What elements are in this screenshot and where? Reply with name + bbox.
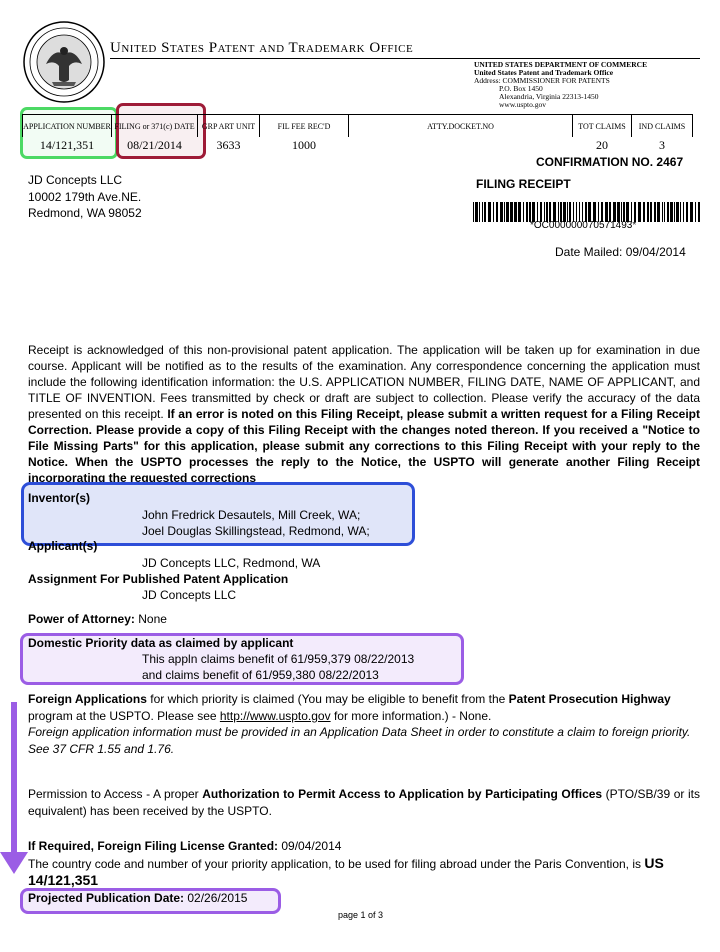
barcode-bar (576, 202, 577, 222)
header-application-number: APPLICATION NUMBER (23, 115, 112, 138)
address-line: Alexandria, Virginia 22313-1450 (499, 92, 599, 101)
barcode-bar (634, 202, 636, 222)
header-tot-claims: TOT CLAIMS (573, 115, 632, 138)
annotation-arrow (11, 702, 17, 854)
barcode-text: *OC000000070571493* (530, 220, 637, 231)
barcode-bar (479, 202, 480, 222)
barcode-bar (683, 202, 684, 222)
inventor-name: John Fredrick Desautels, Mill Creek, WA; (142, 508, 361, 522)
barcode-bar (523, 202, 524, 222)
uspto-link[interactable]: http://www.uspto.gov (219, 708, 331, 723)
fil-fee: 1000 (292, 138, 316, 152)
application-number: 14/121,351 (39, 138, 95, 152)
grp-art-unit: 3633 (216, 138, 241, 152)
barcode-bar (546, 202, 548, 222)
barcode-bar (475, 202, 478, 222)
barcode-bar (601, 202, 603, 222)
annotation-arrow-head (0, 852, 28, 874)
ind-claims: 3 (659, 138, 665, 152)
barcode-bar (667, 202, 669, 222)
applicant-address (28, 172, 142, 222)
barcode-bar (680, 202, 681, 222)
header-ind-claims: IND CLAIMS (632, 115, 693, 138)
barcode-bar (623, 202, 625, 222)
barcode-bar (544, 202, 545, 222)
barcode-bar (647, 202, 649, 222)
date-mailed: Date Mailed: 09/04/2014 (555, 245, 686, 259)
barcode-bar (664, 202, 665, 222)
barcode-bar (484, 202, 486, 222)
barcode-bar (553, 202, 556, 222)
projected-publication: Projected Publication Date: 02/26/2015 (28, 891, 248, 905)
barcode-bar (650, 202, 652, 222)
header-fil-fee: FIL FEE REC'D (260, 115, 349, 138)
barcode-bar (493, 202, 494, 222)
address-line: Redmond, WA 98052 (28, 206, 142, 220)
barcode-bar (613, 202, 616, 222)
barcode-bar (609, 202, 611, 222)
foreign-filing-license: If Required, Foreign Filing License Granted: 09/04/2014 The country code and number of your priority application, to be used for filing abroad under the Paris Convention, is US 14/121,351 (28, 839, 664, 888)
address-line: P.O. Box 1450 (499, 84, 543, 93)
barcode-bar (540, 202, 542, 222)
inventors-heading: Inventor(s) (28, 491, 91, 505)
barcode-bar (582, 202, 583, 222)
assignment-value: JD Concepts LLC (142, 588, 237, 602)
barcode-bar (638, 202, 641, 222)
barcode-bar (526, 202, 528, 222)
barcode-bar (558, 202, 559, 222)
inventor-name: Joel Douglas Skillingstead, Redmond, WA; (142, 524, 370, 538)
confirmation-number: CONFIRMATION NO. 2467 (536, 155, 684, 169)
barcode-bar (605, 202, 608, 222)
address-line: 10002 179th Ave.NE. (28, 189, 142, 204)
barcode-bar (569, 202, 571, 222)
barcode-bar (662, 202, 663, 222)
barcode-bar (643, 202, 645, 222)
header-atty-docket: ATTY.DOCKET.NO (349, 115, 573, 138)
barcode-bar (482, 202, 483, 222)
barcode-bar (518, 202, 521, 222)
barcode-bar (573, 202, 574, 222)
header-filing-date: FILING or 371(c) DATE (112, 115, 198, 138)
barcode-bar (560, 202, 562, 222)
domestic-priority-line: This appln claims benefit of 61/959,379 08/22/2013 (142, 652, 415, 666)
barcode-bar (621, 202, 622, 222)
department-name: UNITED STATES DEPARTMENT OF COMMERCE (474, 60, 648, 69)
department-address (474, 61, 647, 109)
barcode-bar (567, 202, 568, 222)
foreign-note: Foreign application information must be provided in an Application Data Sheet in order to constitute a claim to foreign priority. See 37 CFR 1.55 and 1.76. (28, 725, 691, 756)
filing-date: 08/21/2014 (127, 138, 182, 152)
barcode-bar (585, 202, 587, 222)
barcode-bar (626, 202, 629, 222)
application-fields-table (22, 114, 693, 154)
filing-receipt-title: FILING RECEIPT (476, 177, 571, 191)
foreign-applications: Foreign Applications for which priority is claimed (You may be eligible to benefit from the Patent Prosecution Highway program at the USPTO. Please see http://www.uspto.gov for more information.) - None. Foreign application information must be provided in an Application Data Sheet in order to constitute a claim to foreign priority. See 37 CFR 1.55 and 1.76. (28, 692, 691, 756)
receipt-acknowledgement: Receipt is acknowledged of this non-provisional patent application. The application will be taken up for examination in due course. Applicant will be notified as to the results of the examination. Any correspondence concerning the application must include the following identification information: the U.S. APPLICATION NUMBER, FILING DATE, NAME OF APPLICANT, and TITLE OF INVENTION. Fees transmitted by check or draft are subject to collection. Please verify the accuracy of the data presented on this receipt. If an error is noted on this Filing Receipt, please submit a written request for a Filing Receipt Correction. Please provide a copy of this Filing Receipt with the changes noted thereon. If you received a "Notice to File Missing Parts" for this application, please submit any corrections to this Filing Receipt with your reply to the Notice. When the USPTO processes the reply to the Notice, the USPTO will generate another Filing Receipt incorporating the requested corrections (28, 343, 700, 485)
office-name: United States Patent and Trademark Office (474, 68, 614, 77)
page-number: page 1 of 3 (338, 910, 384, 920)
applicants-heading: Applicant(s) (28, 539, 98, 553)
uspto-seal-icon (22, 20, 106, 104)
address-line: JD Concepts LLC (28, 173, 123, 187)
barcode-bar (506, 202, 509, 222)
barcode-bar (563, 202, 566, 222)
priority-number: US 14/121,351 (28, 854, 664, 888)
barcode-bar (617, 202, 620, 222)
barcode-bar (500, 202, 503, 222)
domestic-priority-heading: Domestic Priority data as claimed by applicant (28, 636, 294, 650)
barcode-bar (537, 202, 538, 222)
domestic-priority-line: and claims benefit of 61/959,380 08/22/2013 (142, 668, 379, 682)
barcode-bar (676, 202, 679, 222)
barcode-bar (686, 202, 688, 222)
header-grp-art-unit: GRP ART UNIT (198, 115, 260, 138)
barcode-bar (473, 202, 474, 222)
barcode-bar (579, 202, 580, 222)
atty-docket (349, 137, 573, 154)
barcode-bar (549, 202, 551, 222)
barcode-bar (654, 202, 656, 222)
barcode-bar (514, 202, 517, 222)
barcode-bar (588, 202, 591, 222)
office-title: United States Patent and Trademark Office (110, 40, 414, 56)
barcode-bar (496, 202, 498, 222)
barcode-bar (598, 202, 599, 222)
barcode-bar (698, 202, 700, 222)
barcode-bar (593, 202, 596, 222)
barcode-bar (695, 202, 696, 222)
barcode-bar (510, 202, 513, 222)
barcode-bar (670, 202, 673, 222)
barcode-bar (690, 202, 693, 222)
barcode-bar (488, 202, 491, 222)
barcode-bar (504, 202, 505, 222)
barcode-bar (532, 202, 535, 222)
website: www.uspto.gov (499, 100, 547, 109)
assignment-heading: Assignment For Published Patent Application (28, 572, 289, 586)
header-rule (110, 58, 700, 59)
barcode-bar (529, 202, 531, 222)
power-of-attorney: Power of Attorney: None (28, 612, 167, 626)
address-line: Address: COMMISSIONER FOR PATENTS (474, 76, 610, 85)
permission-to-access: Permission to Access - A proper Authorization to Permit Access to Application by Participating Offices (PTO/SB/39 or its equivalent) has been received by the USPTO. (28, 787, 700, 818)
tot-claims: 20 (596, 138, 608, 152)
barcode-bar (674, 202, 675, 222)
applicant-value: JD Concepts LLC, Redmond, WA (142, 556, 321, 570)
barcode-bar (657, 202, 660, 222)
barcode-bar (631, 202, 632, 222)
barcode (473, 202, 701, 222)
